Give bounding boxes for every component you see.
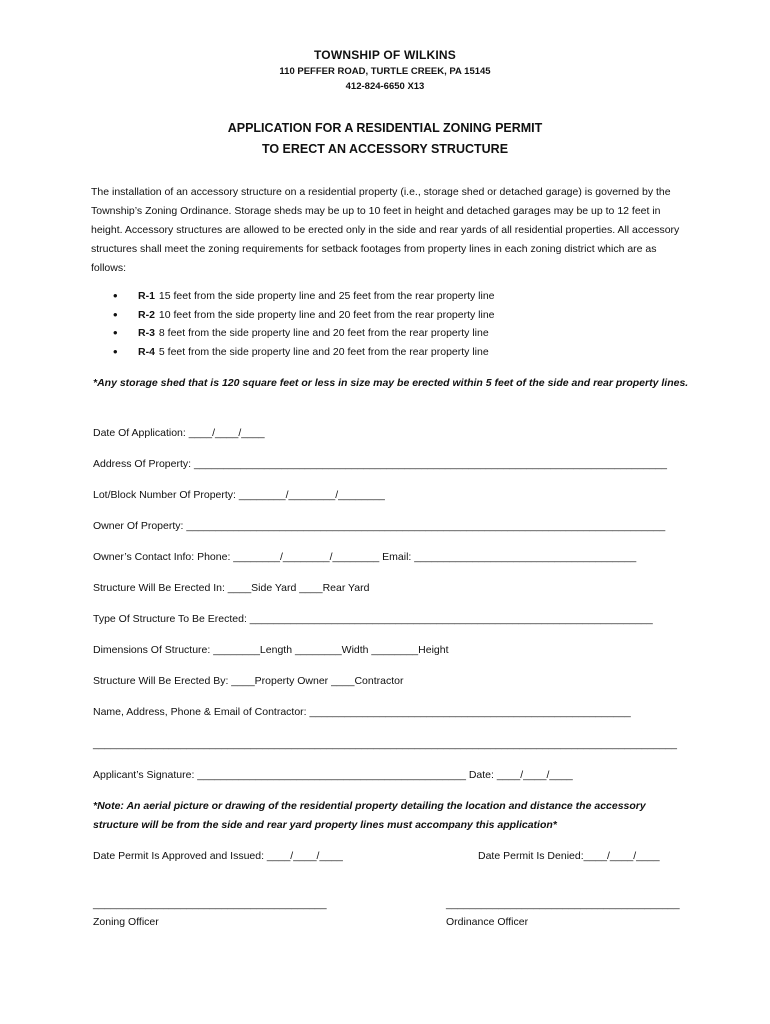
shed-note: *Any storage shed that is 120 square feet or less in size may be erected within 5 feet of the side and rear property lines. xyxy=(93,377,689,389)
letterhead xyxy=(0,48,770,92)
title-line-2: TO ERECT AN ACCESSORY STRUCTURE xyxy=(261,142,509,156)
zoning-officer-label: Zoning Officer xyxy=(93,916,159,928)
ordinance-officer-label: Ordinance Officer xyxy=(446,916,529,928)
title-line-1: APPLICATION FOR A RESIDENTIAL ZONING PERMIT xyxy=(227,121,543,135)
document-title xyxy=(0,118,770,160)
zone-label: R-3 xyxy=(138,327,155,340)
list-item xyxy=(113,343,495,362)
zone-setback-text: 5 feet from the side property line and 20 feet from the rear property line xyxy=(158,345,489,358)
erected-by-field[interactable]: Structure Will Be Erected By: ____Property Owner ____Contractor xyxy=(93,675,404,687)
date-denied-field[interactable]: Date Permit Is Denied:____/____/____ xyxy=(478,850,660,862)
list-item xyxy=(113,324,495,343)
list-item xyxy=(113,287,495,306)
lot-block-field[interactable]: Lot/Block Number Of Property: ________/________/________ xyxy=(93,489,385,501)
intro-paragraph: The installation of an accessory structure on a residential property (i.e., storage shed or detached garage) is governed by the Township’s Zoning Ordinance. Storage sheds may be up to 10 feet in height and detached garages may be up to 12 feet in height. Accessory structures are allowed to be erected only in the side and rear yards of all residential properties. All accessory structures shall meet the zoning requirements for setback footages from property lines in each zoning district which are as follows: xyxy=(91,186,680,274)
owner-contact-field[interactable]: Owner’s Contact Info: Phone: ________/________/________ Email: ______________________________________ xyxy=(93,551,637,563)
zone-label: R-4 xyxy=(138,345,155,358)
zone-setback-text: 8 feet from the side property line and 20 feet from the rear property line xyxy=(158,327,489,340)
owner-of-property-field[interactable]: Owner Of Property: __________________________________________________________________________________ xyxy=(93,520,666,532)
list-item xyxy=(113,306,495,325)
ordinance-officer-signature-line[interactable]: ________________________________________ xyxy=(446,898,680,910)
zone-label: R-1 xyxy=(138,290,155,302)
setback-list xyxy=(113,287,495,361)
date-of-application-field[interactable]: Date Of Application: ____/____/____ xyxy=(93,427,265,439)
zoning-officer-signature-line[interactable]: ________________________________________ xyxy=(93,898,327,910)
zone-setback-text: 10 feet from the side property line and 20 feet from the rear property line xyxy=(158,308,495,321)
zone-setback-text: 15 feet from the side property line and 25 feet from the rear property line xyxy=(158,290,495,302)
structure-location-field[interactable]: Structure Will Be Erected In: ____Side Yard ____Rear Yard xyxy=(93,582,370,594)
contractor-info-field[interactable]: Name, Address, Phone & Email of Contractor: _______________________________________________________ xyxy=(93,706,631,718)
address-of-property-field[interactable]: Address Of Property: _________________________________________________________________________________ xyxy=(93,458,667,470)
aerial-note: *Note: An aerial picture or drawing of the residential property detailing the location and distance the accessory structure will be from the side and rear yard property lines must accompany this application* xyxy=(93,800,646,831)
township-name: TOWNSHIP OF WILKINS xyxy=(313,48,457,62)
applicant-signature-field[interactable]: Applicant’s Signature: ______________________________________________ Date: ____/____/____ xyxy=(93,769,573,781)
contractor-info-continued-field[interactable]: ____________________________________________________________________________________________________ xyxy=(93,738,677,750)
date-approved-field[interactable]: Date Permit Is Approved and Issued: ____/____/____ xyxy=(93,850,343,862)
zone-label: R-2 xyxy=(138,308,155,321)
dimensions-field[interactable]: Dimensions Of Structure: ________Length ________Width ________Height xyxy=(93,644,449,656)
township-phone: 412-824-6650 X13 xyxy=(345,81,425,92)
structure-type-field[interactable]: Type Of Structure To Be Erected: _____________________________________________________________________ xyxy=(93,613,653,625)
township-address: 110 PEFFER ROAD, TURTLE CREEK, PA 15145 xyxy=(279,66,491,77)
